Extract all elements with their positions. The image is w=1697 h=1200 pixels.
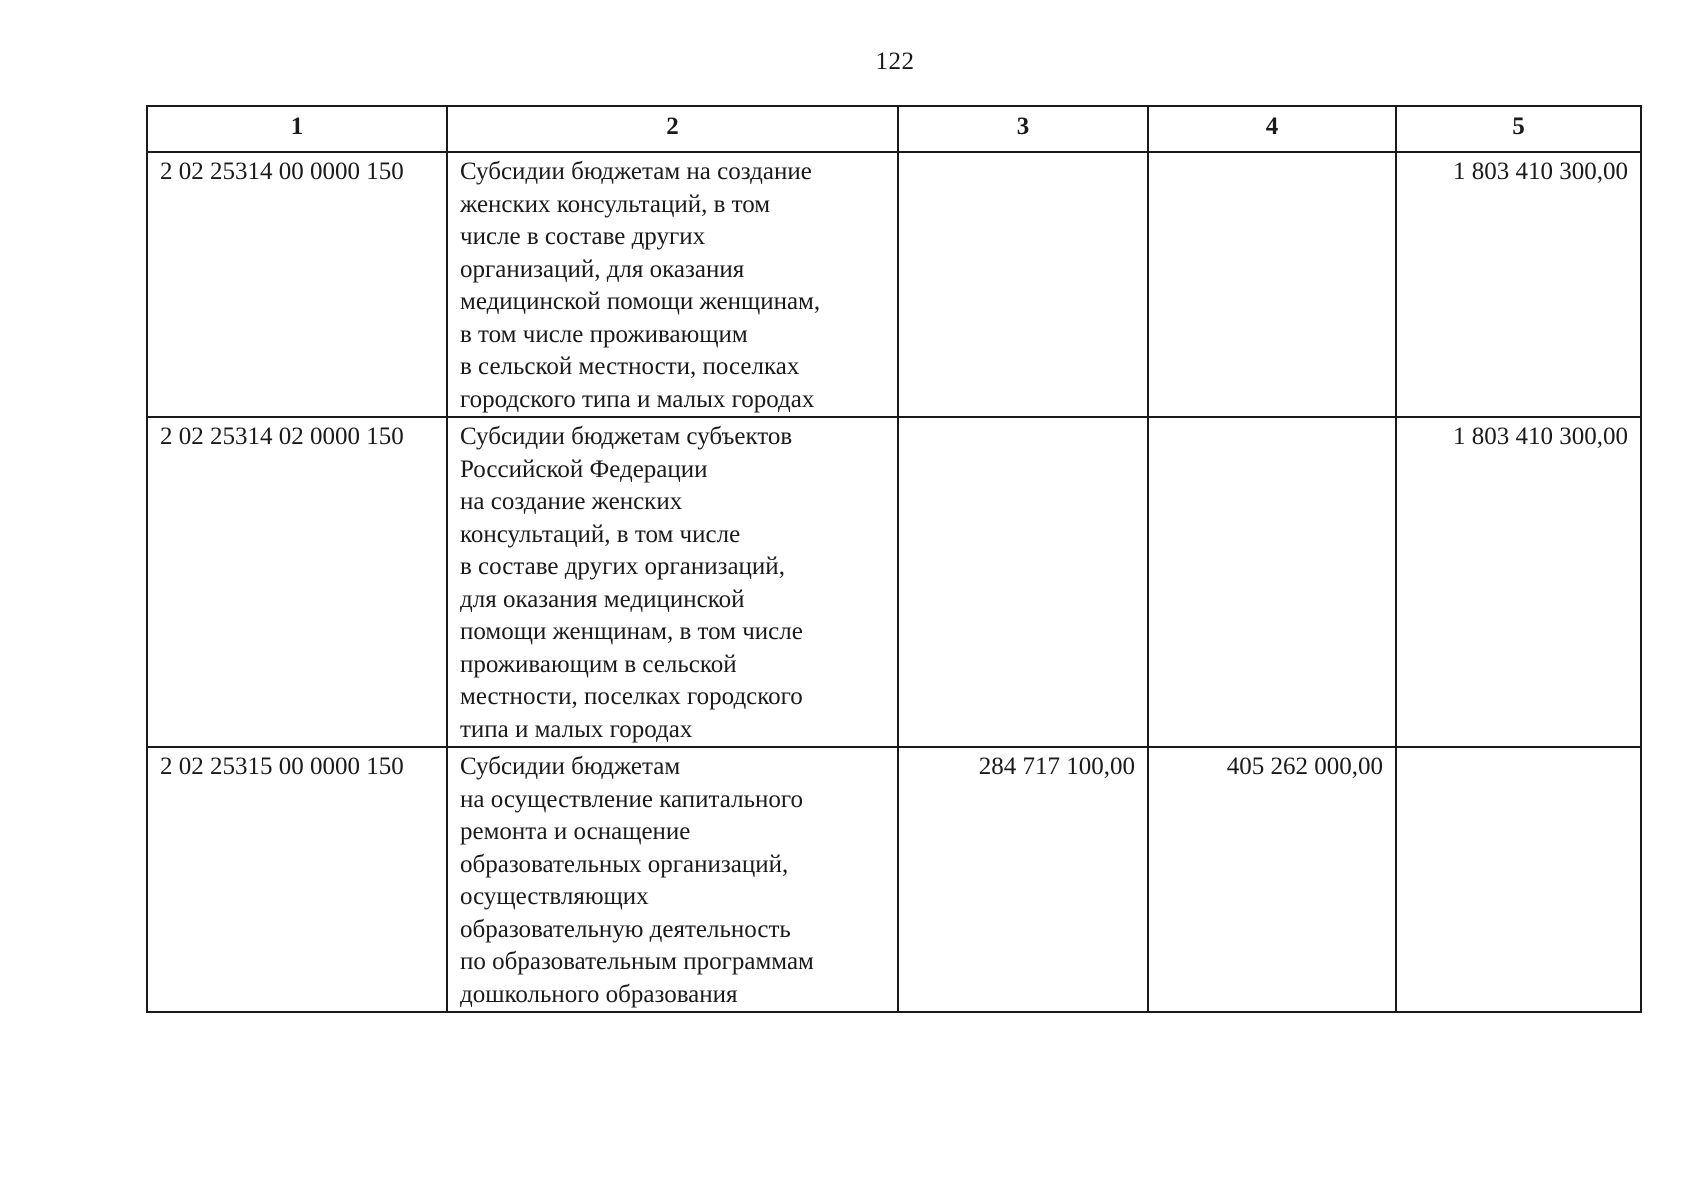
- amount-col-3: 284 717 100,00: [898, 747, 1148, 1012]
- description-line: в составе других организаций,: [460, 553, 785, 580]
- amount-col-4: [1148, 152, 1396, 417]
- amount-col-5: 1 803 410 300,00: [1396, 417, 1641, 747]
- description-line: местности, поселках городского: [460, 683, 803, 710]
- description-line: проживающим в сельской: [460, 650, 737, 678]
- column-header-4: 4: [1148, 106, 1396, 152]
- description-line: дошкольного образования: [460, 980, 738, 1008]
- description-line: образовательную деятельность: [460, 915, 791, 943]
- amount-col-4: [1148, 417, 1396, 747]
- budget-code-cell: 2 02 25315 00 0000 150: [147, 747, 447, 1012]
- description-line: осуществляющих: [460, 883, 649, 910]
- description-line: типа и малых городах: [460, 715, 693, 743]
- column-header-3: 3: [898, 106, 1148, 152]
- description-line: на осуществление капитального: [460, 785, 803, 813]
- amount-col-3: [898, 417, 1148, 747]
- description-line: помощи женщинам, в том числе: [460, 618, 803, 645]
- budget-code-cell: 2 02 25314 00 0000 150: [147, 152, 447, 417]
- description-line: организаций, для оказания: [460, 255, 745, 283]
- table-row: [147, 747, 1641, 1012]
- description-line: по образовательным программам: [460, 948, 814, 975]
- description-line: женских консультаций, в том: [460, 190, 771, 218]
- description-line: Российской Федерации: [460, 455, 708, 483]
- description-line: для оказания медицинской: [460, 585, 745, 613]
- description-line: Субсидии бюджетам: [460, 753, 681, 780]
- description-cell: [447, 152, 898, 417]
- column-header-1: 1: [147, 106, 447, 152]
- table-header-row: [147, 106, 1641, 152]
- page-number: 122: [875, 48, 915, 75]
- table-row: [147, 417, 1641, 747]
- amount-col-5: 1 803 410 300,00: [1396, 152, 1641, 417]
- description-cell: [447, 417, 898, 747]
- description-line: числе в составе других: [460, 223, 706, 250]
- description-line: на создание женских: [460, 488, 683, 515]
- description-line: образовательных организаций,: [460, 850, 789, 878]
- description-line: Субсидии бюджетам на создание: [460, 158, 812, 185]
- description-line: в том числе проживающим: [460, 320, 748, 348]
- budget-code-cell: 2 02 25314 02 0000 150: [147, 417, 447, 747]
- description-line: в сельской местности, поселках: [460, 353, 800, 380]
- amount-col-4: 405 262 000,00: [1148, 747, 1396, 1012]
- column-header-2: 2: [447, 106, 898, 152]
- description-cell: [447, 747, 898, 1012]
- amount-col-3: [898, 152, 1148, 417]
- description-line: городского типа и малых городах: [460, 385, 815, 413]
- amount-col-5: [1396, 747, 1641, 1012]
- column-header-5: 5: [1396, 106, 1641, 152]
- description-line: консультаций, в том числе: [460, 520, 741, 548]
- budget-table: [146, 105, 1642, 1013]
- description-line: Субсидии бюджетам субъектов: [460, 423, 793, 450]
- table-row: [147, 152, 1641, 417]
- description-line: медицинской помощи женщинам,: [460, 288, 821, 315]
- description-line: ремонта и оснащение: [460, 818, 691, 845]
